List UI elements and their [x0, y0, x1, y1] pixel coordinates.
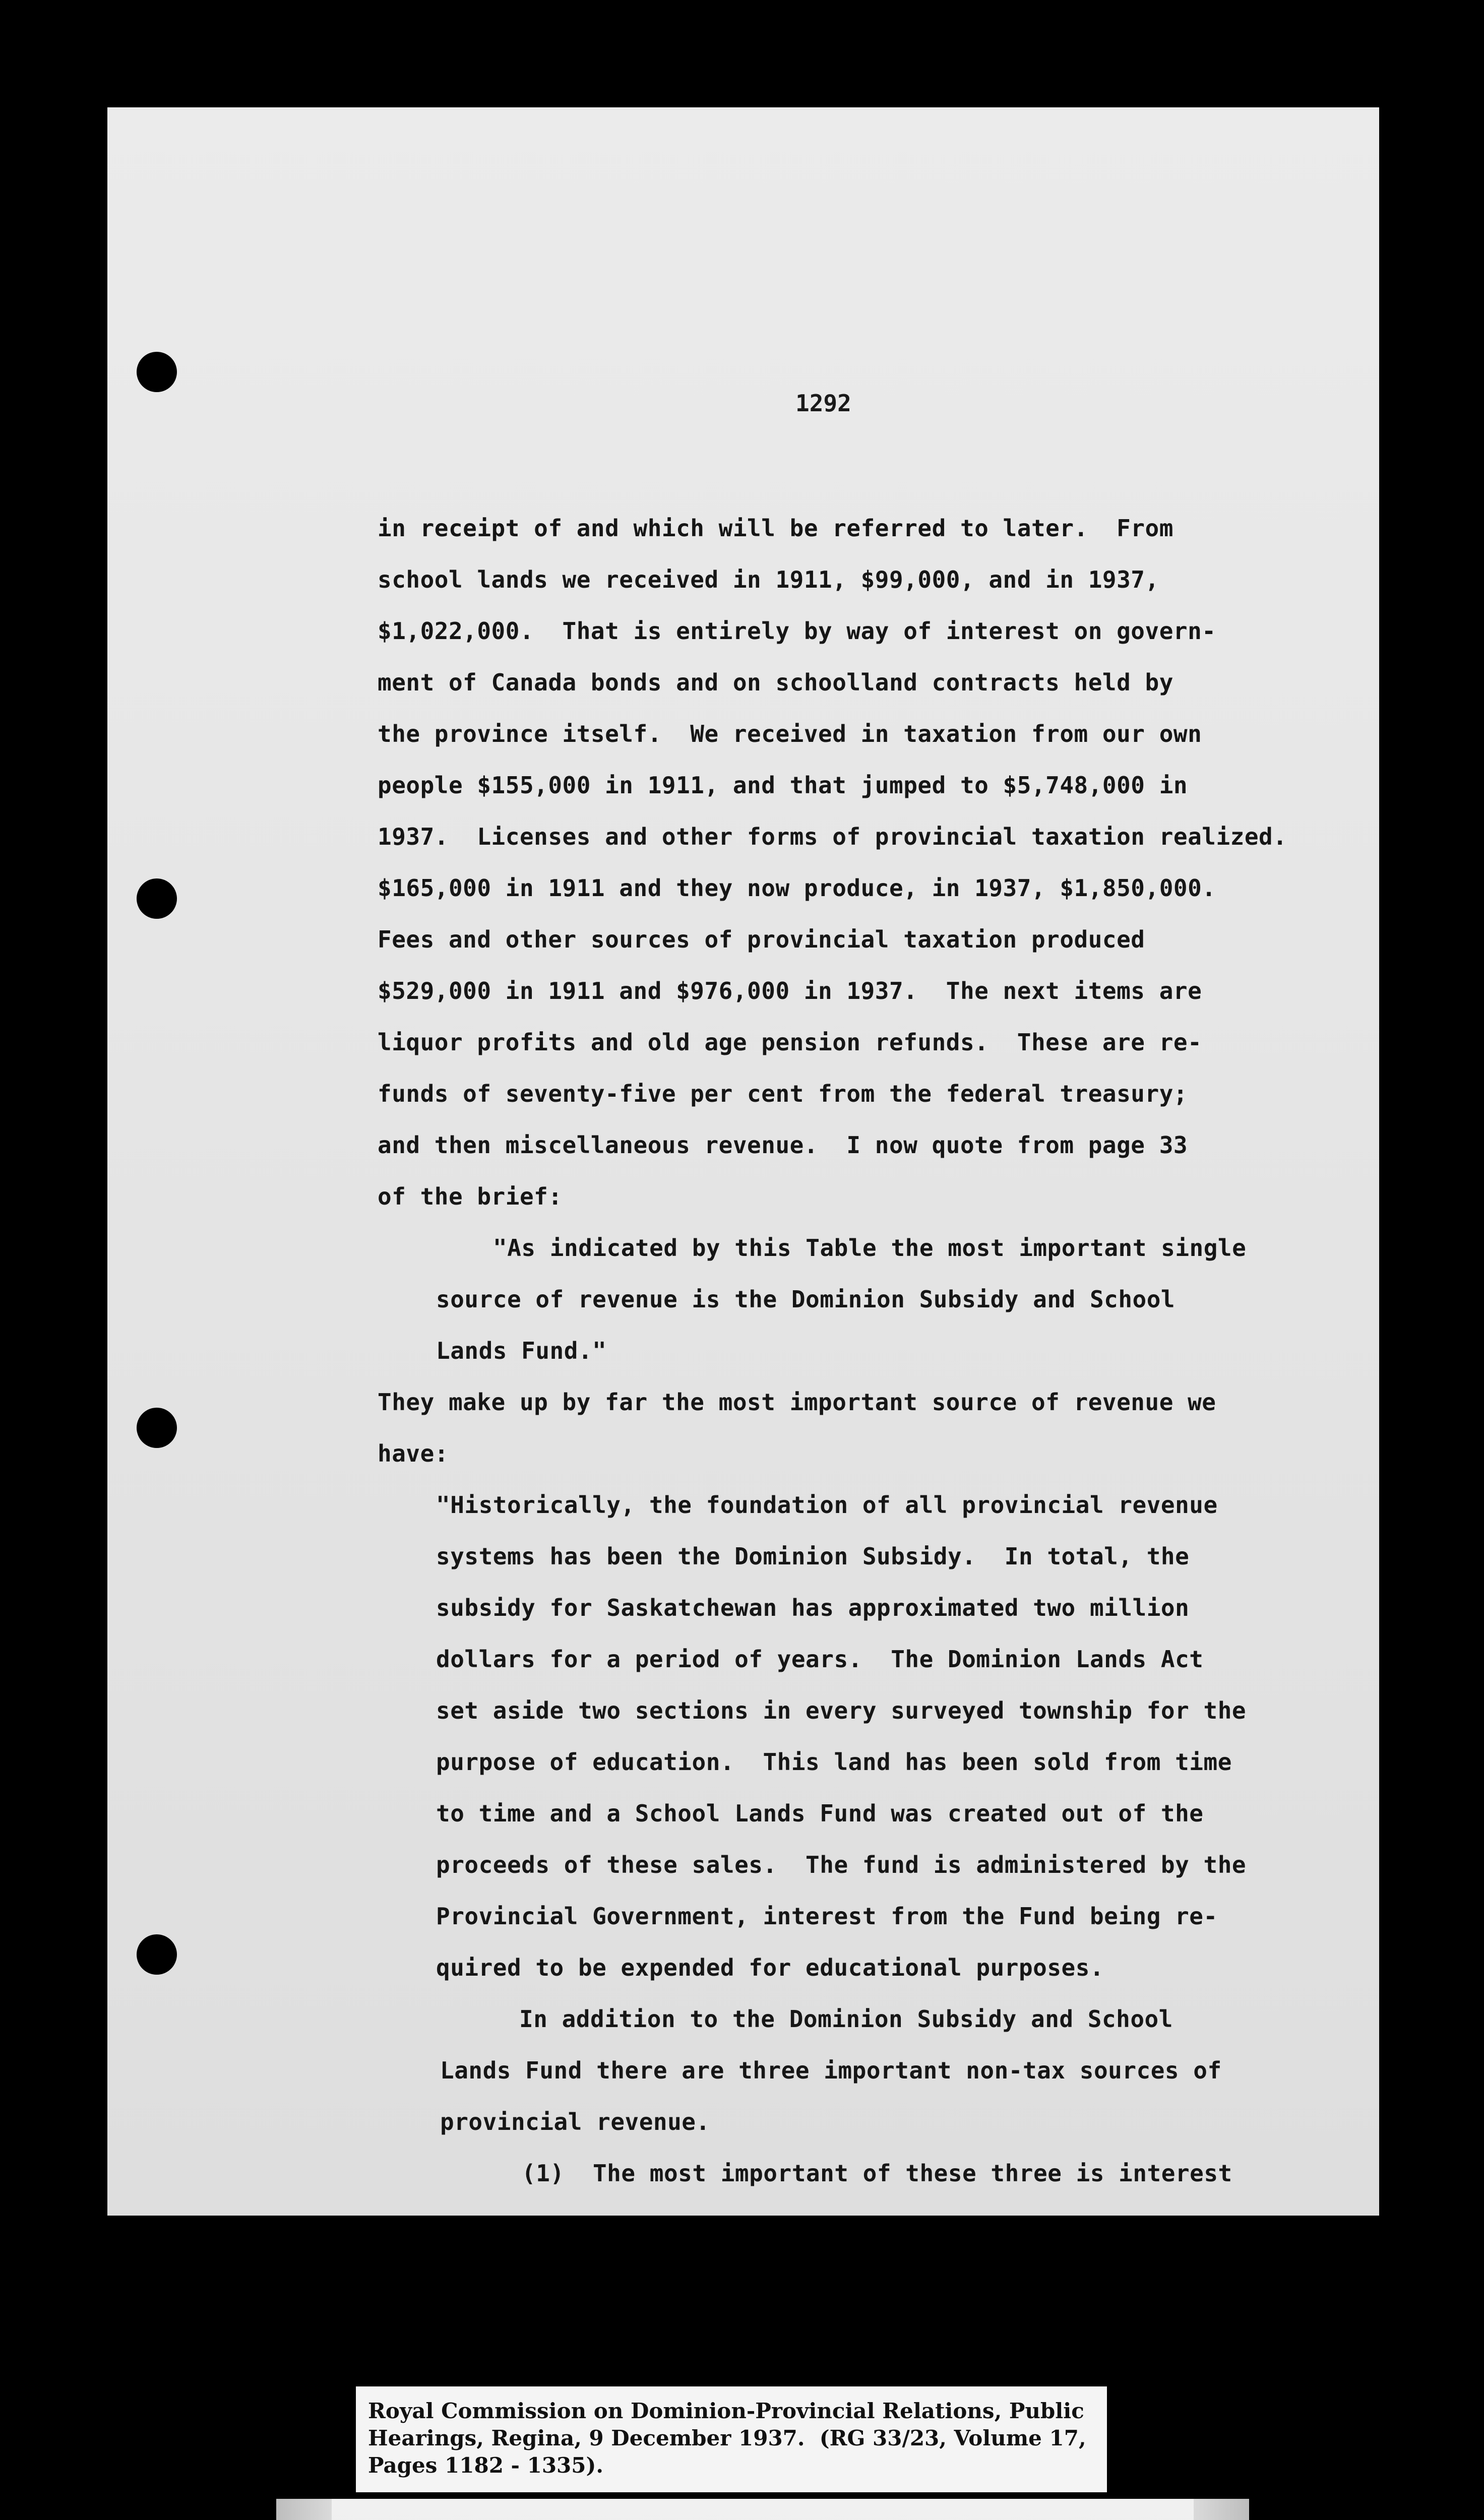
text-line: $1,022,000. That is entirely by way of interest on govern-: [378, 617, 1216, 645]
page-number: 1292: [795, 390, 851, 417]
text-line: in receipt of and which will be referred to later. From: [378, 515, 1173, 542]
quote-line: proceeds of these sales. The fund is administered by the: [436, 1851, 1247, 1878]
caption-line: Royal Commission on Dominion-Provincial Relations, Public: [368, 2399, 1084, 2423]
quote-line: set aside two sections in every surveyed township for the: [436, 1697, 1247, 1724]
quote-line: Lands Fund there are three important non-tax sources of: [440, 2057, 1222, 2084]
quote-line: purpose of education. This land has been sold from time: [436, 1748, 1232, 1776]
quote-line: provincial revenue.: [440, 2108, 710, 2135]
caption-line: Pages 1182 - 1335).: [368, 2453, 603, 2478]
typewritten-body: [107, 107, 1379, 2216]
quote-line: "Historically, the foundation of all provincial revenue: [436, 1491, 1218, 1519]
text-line: liquor profits and old age pension refunds. These are re-: [378, 1029, 1202, 1056]
quote-line: Lands Fund.": [436, 1337, 607, 1364]
quote-line: systems has been the Dominion Subsidy. In total, the: [436, 1543, 1190, 1570]
document-page: [107, 107, 1379, 2216]
text-line: $529,000 in 1911 and $976,000 in 1937. The next items are: [378, 977, 1202, 1004]
quote-line: (1) The most important of these three is interest: [522, 2160, 1232, 2187]
archives-stamp: [276, 2499, 1249, 2520]
quote-line: In addition to the Dominion Subsidy and School: [519, 2005, 1173, 2033]
quote-line: quired to be expended for educational purposes.: [436, 1954, 1104, 1981]
text-line: funds of seventy-five per cent from the federal treasury;: [378, 1080, 1188, 1107]
text-line: 1937. Licenses and other forms of provincial taxation realized.: [378, 823, 1287, 850]
stamp-edge: [1194, 2499, 1249, 2520]
quote-line: source of revenue is the Dominion Subsidy and School: [436, 1286, 1176, 1313]
stamp-edge: [276, 2499, 332, 2520]
text-line: people $155,000 in 1911, and that jumped to $5,748,000 in: [378, 772, 1188, 799]
text-line: Fees and other sources of provincial taxation produced: [378, 926, 1145, 953]
text-line: They make up by far the most important source of revenue we: [378, 1389, 1216, 1416]
quote-line: "As indicated by this Table the most important single: [493, 1234, 1247, 1262]
text-line: $165,000 in 1911 and they now produce, in 1937, $1,850,000.: [378, 874, 1216, 902]
quote-line: dollars for a period of years. The Dominion Lands Act: [436, 1646, 1204, 1673]
quote-line: to time and a School Lands Fund was created out of the: [436, 1800, 1204, 1827]
text-line: school lands we received in 1911, $99,000, and in 1937,: [378, 566, 1159, 593]
archive-caption-label: [356, 2386, 1107, 2492]
text-line: and then miscellaneous revenue. I now quote from page 33: [378, 1131, 1188, 1159]
caption-line: Hearings, Regina, 9 December 1937. (RG 33/23, Volume 17,: [368, 2426, 1086, 2450]
text-line: the province itself. We received in taxation from our own: [378, 720, 1202, 747]
text-line: have:: [378, 1440, 449, 1467]
quote-line: Provincial Government, interest from the Fund being re-: [436, 1903, 1218, 1930]
text-line: ment of Canada bonds and on schoolland contracts held by: [378, 669, 1173, 696]
text-line: of the brief:: [378, 1183, 563, 1210]
quote-line: subsidy for Saskatchewan has approximated two million: [436, 1594, 1190, 1621]
